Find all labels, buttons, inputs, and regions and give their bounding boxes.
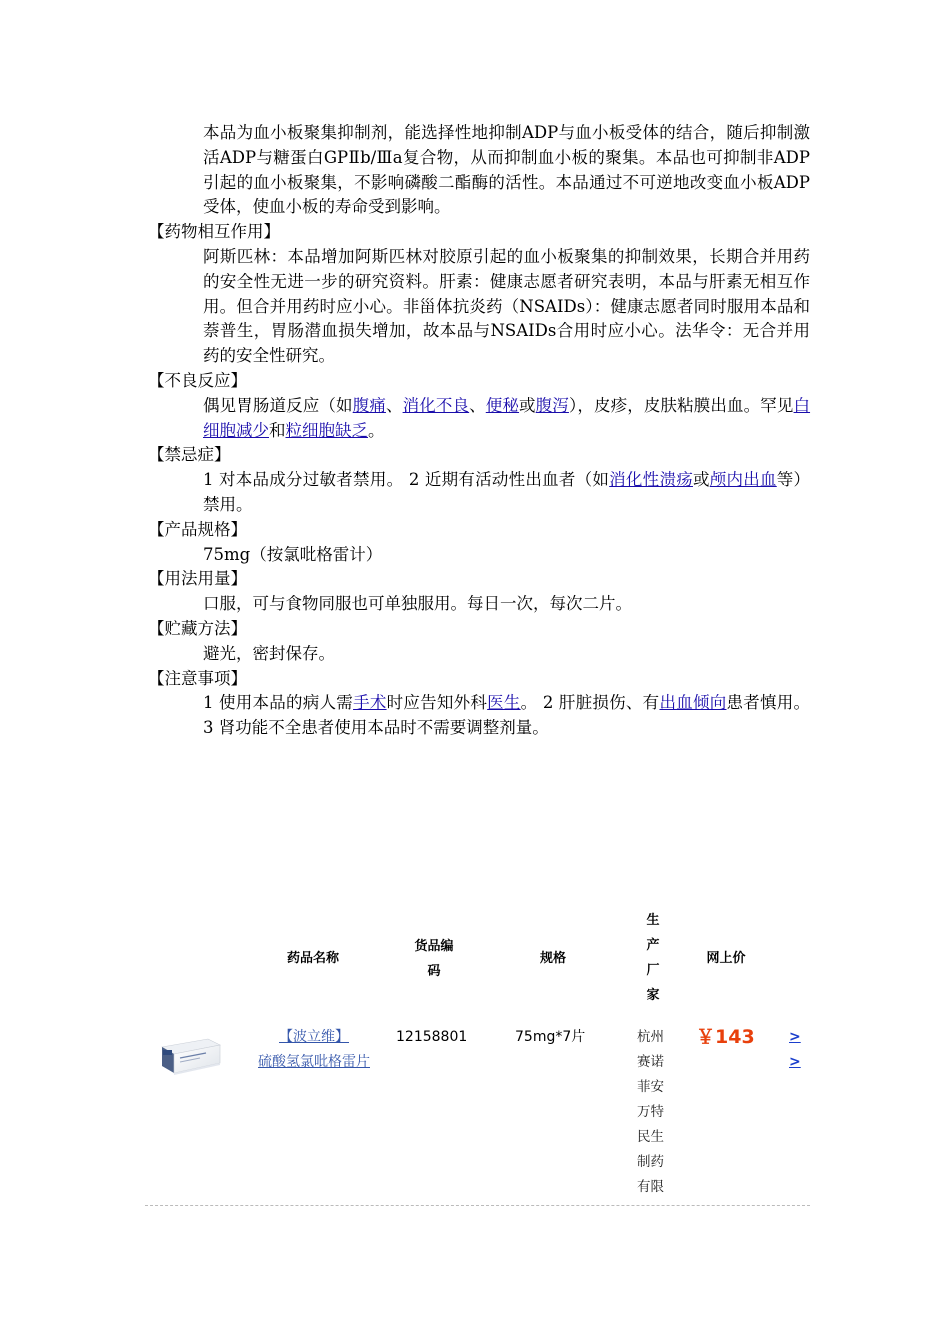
interaction-paragraph: 阿斯匹林：本品增加阿斯匹林对胶原引起的血小板聚集的抑制效果，长期合并用药的安全性无进一步的研究资料。肝素：健康志愿者研究表明，本品与肝素无相互作用。但合并用药时应小心。非甾体抗炎药（NSAIDs）：健康志愿者同时服用本品和萘普生，胃肠潜血损失增加，故本品与NSAIDs合用时应小心。法华令：无合并用药的安全性研究。 <box>203 246 810 366</box>
contraindication-heading: 【禁忌症】 <box>148 445 231 465</box>
spec-paragraph: 75mg（按氯吡格雷计） <box>203 544 383 564</box>
link-abdominal-pain[interactable]: 腹痛 <box>352 395 386 415</box>
manufacturer-line: 菲安 <box>637 1079 664 1095</box>
text-run: 1 对本品成分过敏者禁用。 2 近期有活动性出血者（如 <box>203 470 610 490</box>
header-manufacturer-char: 产 <box>646 938 660 953</box>
caution-paragraph <box>148 691 810 741</box>
link-bleeding-tendency[interactable]: 出血倾向 <box>659 693 727 713</box>
storage-heading: 【贮藏方法】 <box>148 618 247 638</box>
manufacturer-line: 万特 <box>637 1104 664 1120</box>
usage-heading: 【用法用量】 <box>148 569 247 589</box>
link-dyspepsia[interactable]: 消化不良 <box>402 395 470 415</box>
product-price: ￥143 <box>696 1026 755 1048</box>
more-arrow-icon[interactable]: > <box>789 1029 801 1045</box>
adverse-paragraph <box>148 394 810 444</box>
text-run: 。 <box>368 420 385 440</box>
link-intracranial-hemorrhage[interactable]: 颅内出血 <box>709 470 777 490</box>
product-spec: 75mg*7片 <box>515 1029 586 1045</box>
header-item-code-line2: 码 <box>427 964 441 979</box>
link-agranulocytosis[interactable]: 粒细胞缺乏 <box>285 420 368 440</box>
usage-paragraph: 口服，可与食物同服也可单独服用。每日一次，每次二片。 <box>203 594 632 614</box>
adverse-heading: 【不良反应】 <box>148 370 247 390</box>
spec-heading: 【产品规格】 <box>148 519 247 539</box>
link-surgery[interactable]: 手术 <box>353 693 387 713</box>
text-run: 患者慎用。 3 肾功能不全患者使用本品时不需要调整剂量。 <box>203 693 811 738</box>
text-run: 等）禁用。 <box>203 470 811 514</box>
text-run: 时应告知外科 <box>386 693 488 713</box>
text-run: 或 <box>692 470 710 490</box>
text-run: 1 使用本品的病人需 <box>203 693 354 713</box>
header-manufacturer-char: 家 <box>646 988 660 1003</box>
header-online-price: 网上价 <box>706 951 746 966</box>
manufacturer-line: 赛诺 <box>637 1054 664 1070</box>
manufacturer-line: 有限 <box>637 1179 664 1195</box>
drug-insert-text <box>148 121 810 741</box>
more-arrow-icon[interactable]: > <box>789 1054 801 1070</box>
product-manufacturer <box>637 1025 669 1200</box>
header-drug-name: 药品名称 <box>286 951 339 966</box>
text-run: 、 <box>385 395 403 415</box>
caution-heading: 【注意事项】 <box>148 668 247 688</box>
product-name-cell <box>258 1025 370 1075</box>
header-manufacturer-char: 厂 <box>646 963 660 978</box>
header-manufacturer <box>638 908 668 1008</box>
link-constipation[interactable]: 便秘 <box>485 395 520 415</box>
link-peptic-ulcer[interactable]: 消化性溃疡 <box>609 470 693 490</box>
more-link[interactable] <box>789 1025 803 1075</box>
table-divider <box>145 1205 810 1206</box>
header-item-code-line1: 货品编 <box>414 939 454 954</box>
text-run: 、 <box>469 395 486 415</box>
manufacturer-line: 制药 <box>637 1154 664 1170</box>
product-box-image[interactable] <box>158 1033 222 1077</box>
pharmacology-paragraph: 本品为血小板聚集抑制剂，能选择性地抑制ADP与血小板受体的结合，随后抑制激活ADP与糖蛋白GPⅡb/Ⅲa复合物，从而抑制血小板的聚集。本品也可抑制非ADP引起的血小板聚集，不影响磷酸二酯酶的活性。本品通过不可逆地改变血小板ADP受体，使血小板的寿命受到影响。 <box>203 123 810 217</box>
header-manufacturer-char: 生 <box>646 913 660 928</box>
manufacturer-line: 民生 <box>637 1129 664 1145</box>
interaction-heading: 【药物相互作用】 <box>148 222 280 242</box>
contraindication-paragraph <box>148 468 810 518</box>
manufacturer-line: 杭州 <box>637 1029 664 1045</box>
product-brand-link[interactable]: 【波立维】 <box>279 1029 349 1045</box>
link-doctor[interactable]: 医生 <box>487 693 521 713</box>
storage-paragraph: 避光，密封保存。 <box>203 643 335 663</box>
text-run: 和 <box>269 420 286 440</box>
link-leukopenia[interactable]: 白细胞减少 <box>203 395 811 440</box>
header-item-code <box>396 934 472 984</box>
text-run: ），皮疹，皮肤粘膜出血。罕见 <box>568 395 794 415</box>
text-run: 。 2 肝脏损伤、有 <box>520 693 660 713</box>
text-run: 或 <box>519 395 536 415</box>
product-code: 12158801 <box>396 1029 468 1045</box>
product-generic-link[interactable]: 硫酸氢氯吡格雷片 <box>258 1054 370 1070</box>
text-run: 偶见胃肠道反应（如 <box>203 395 353 415</box>
header-spec: 规格 <box>539 951 566 966</box>
link-diarrhea[interactable]: 腹泻 <box>535 395 569 415</box>
